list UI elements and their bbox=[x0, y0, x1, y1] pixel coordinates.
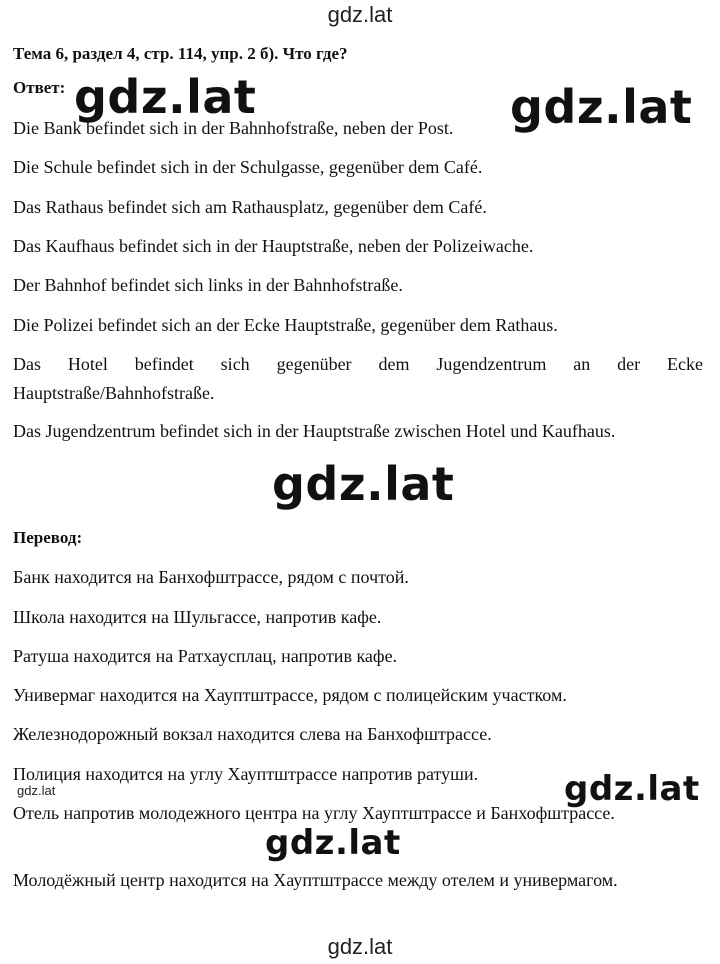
translation-label: Перевод: bbox=[13, 528, 83, 547]
translation-line: Банк находится на Банхофштрассе, рядом с почтой. bbox=[13, 567, 409, 587]
watermark-overlay: gdz.lat bbox=[74, 70, 257, 124]
answer-line: Der Bahnhof befindet sich links in der Bahnhofstraße. bbox=[13, 275, 403, 295]
answer-line: Die Polizei befindet sich an der Ecke Hauptstraße, gegenüber dem Rathaus. bbox=[13, 315, 558, 335]
watermark-overlay: gdz.lat bbox=[265, 823, 401, 863]
answer-label: Ответ: bbox=[13, 78, 66, 97]
watermark-footer: gdz.lat bbox=[327, 934, 393, 959]
watermark-overlay: gdz.lat bbox=[564, 769, 700, 809]
answer-paragraph: Das Jugendzentrum befindet sich in der Hauptstraße zwischen Hotel und Kaufhaus. bbox=[13, 421, 616, 441]
translation-paragraph: Отель напротив молодежного центра на углу Хауптштрассе и Банхофштрассе. bbox=[13, 803, 615, 823]
watermark-header: gdz.lat bbox=[327, 2, 393, 27]
translation-line: Полиция находится на углу Хауптштрассе напротив ратуши. bbox=[13, 764, 479, 784]
watermark-small: gdz.lat bbox=[17, 783, 56, 798]
translation-line: Ратуша находится на Ратхаусплац, напротив кафе. bbox=[13, 646, 398, 666]
exercise-heading: Тема 6, раздел 4, стр. 114, упр. 2 б). Что где? bbox=[13, 44, 348, 63]
answer-line: Die Schule befindet sich in der Schulgasse, gegenüber dem Café. bbox=[13, 157, 483, 177]
translation-line: Школа находится на Шульгассе, напротив кафе. bbox=[13, 607, 382, 627]
answer-line: Die Bank befindet sich in der Bahnhofstraße, neben der Post. bbox=[13, 118, 454, 138]
answer-paragraph: Das Hotel befindet sich gegenüber dem Jugendzentrum an der Ecke Hauptstraße/Bahnhofstraße. bbox=[13, 354, 703, 403]
watermark-overlay: gdz.lat bbox=[272, 457, 455, 511]
answer-line: Das Kaufhaus befindet sich in der Hauptstraße, neben der Polizeiwache. bbox=[13, 236, 534, 256]
watermark-overlay: gdz.lat bbox=[510, 80, 693, 134]
translation-line: Универмаг находится на Хауптштрассе, рядом с полицейским участком. bbox=[13, 685, 567, 705]
answer-line: Das Rathaus befindet sich am Rathausplatz, gegenüber dem Café. bbox=[13, 197, 487, 217]
translation-line: Железнодорожный вокзал находится слева на Банхофштрассе. bbox=[13, 724, 492, 744]
translation-paragraph: Молодёжный центр находится на Хауптштрассе между отелем и универмагом. bbox=[13, 870, 618, 890]
